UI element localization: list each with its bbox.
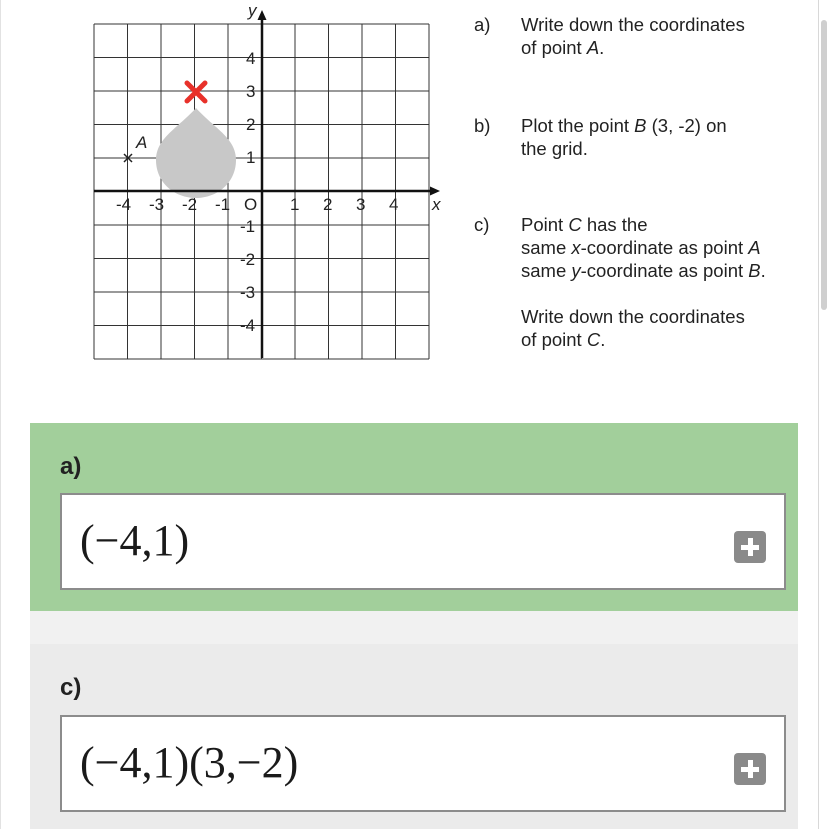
y-tick-label: 2 — [246, 115, 256, 134]
answer-c-label: c) — [60, 674, 82, 701]
y-tick-label: 4 — [246, 49, 256, 68]
question-b-coords: (3, -2) on — [646, 115, 727, 136]
question-c-text-part: Write down the coordinates — [521, 306, 745, 327]
x-tick-label: -4 — [116, 195, 132, 214]
x-tick-label: 3 — [356, 195, 366, 214]
question-b-text — [521, 114, 821, 160]
question-c-text-part: y — [571, 260, 581, 281]
x-tick-label: -1 — [215, 195, 231, 214]
scrollbar-thumb[interactable] — [821, 20, 827, 310]
coordinate-grid[interactable] — [0, 0, 460, 380]
y-tick-label: -2 — [240, 250, 256, 269]
question-c-text-part: -coordinate as point — [580, 237, 749, 258]
x-tick-label: 4 — [389, 195, 399, 214]
answer-a-label: a) — [60, 453, 82, 480]
question-c-text-part: same — [521, 237, 572, 258]
question-c-text-part: C — [568, 214, 582, 235]
y-tick-label: -4 — [240, 316, 256, 335]
question-b-line2: the grid. — [521, 138, 588, 159]
y-axis-arrow-icon — [258, 10, 267, 20]
y-axis-label: y — [248, 1, 257, 20]
axes — [94, 10, 440, 358]
question-b-label: b) — [474, 115, 491, 136]
panel-separator — [30, 611, 798, 644]
question-a-line1: Write down the coordinates — [521, 14, 745, 35]
answer-panel-c — [30, 644, 798, 829]
question-c-text-part: has the — [581, 214, 648, 235]
answer-a-value: (−4,1) — [80, 516, 190, 565]
add-answer-c-button[interactable] — [734, 753, 766, 785]
origin-label: O — [244, 195, 258, 214]
plotted-marker-icon[interactable] — [187, 83, 205, 101]
question-c-text-part: . — [600, 329, 606, 350]
y-tick-label: -1 — [240, 217, 256, 236]
question-c-text-part: x — [571, 237, 581, 258]
question-c-text-part: A — [748, 237, 761, 258]
answer-c-input[interactable] — [60, 715, 786, 812]
question-c-text-part: of point — [521, 329, 587, 350]
question-c-text — [521, 213, 821, 351]
question-c-text-part: Point — [521, 214, 569, 235]
x-tick-label: -3 — [149, 195, 165, 214]
question-a-label: a) — [474, 14, 491, 35]
y-tick-label: 1 — [246, 148, 256, 167]
question-a-text — [521, 13, 821, 59]
answer-c-value: (−4,1)(3,−2) — [80, 738, 299, 787]
question-b-line1: Plot the point — [521, 115, 635, 136]
question-a-line2: of point — [521, 37, 587, 58]
question-c-text-part: C — [586, 329, 601, 350]
x-tick-label: 1 — [290, 195, 300, 214]
y-tick-label: 3 — [246, 82, 256, 101]
point-a-label: A — [136, 133, 148, 152]
question-c-text-part: same — [521, 260, 572, 281]
x-tick-label: -2 — [182, 195, 198, 214]
question-a-point: A — [586, 37, 600, 58]
x-axis-label: x — [432, 195, 441, 214]
question-c-label: c) — [474, 214, 490, 235]
y-tick-label: -3 — [240, 283, 256, 302]
answer-a-input[interactable] — [60, 493, 786, 590]
question-a-period: . — [599, 37, 605, 58]
question-c-text-part: B — [748, 260, 761, 281]
question-c-text-part: . — [760, 260, 766, 281]
teardrop-shape — [156, 108, 236, 198]
question-c-text-part: -coordinate as point — [580, 260, 749, 281]
add-answer-a-button[interactable] — [734, 531, 766, 563]
x-tick-label: 2 — [323, 195, 333, 214]
question-b-point: B — [634, 115, 647, 136]
answer-panel-a — [30, 423, 798, 611]
